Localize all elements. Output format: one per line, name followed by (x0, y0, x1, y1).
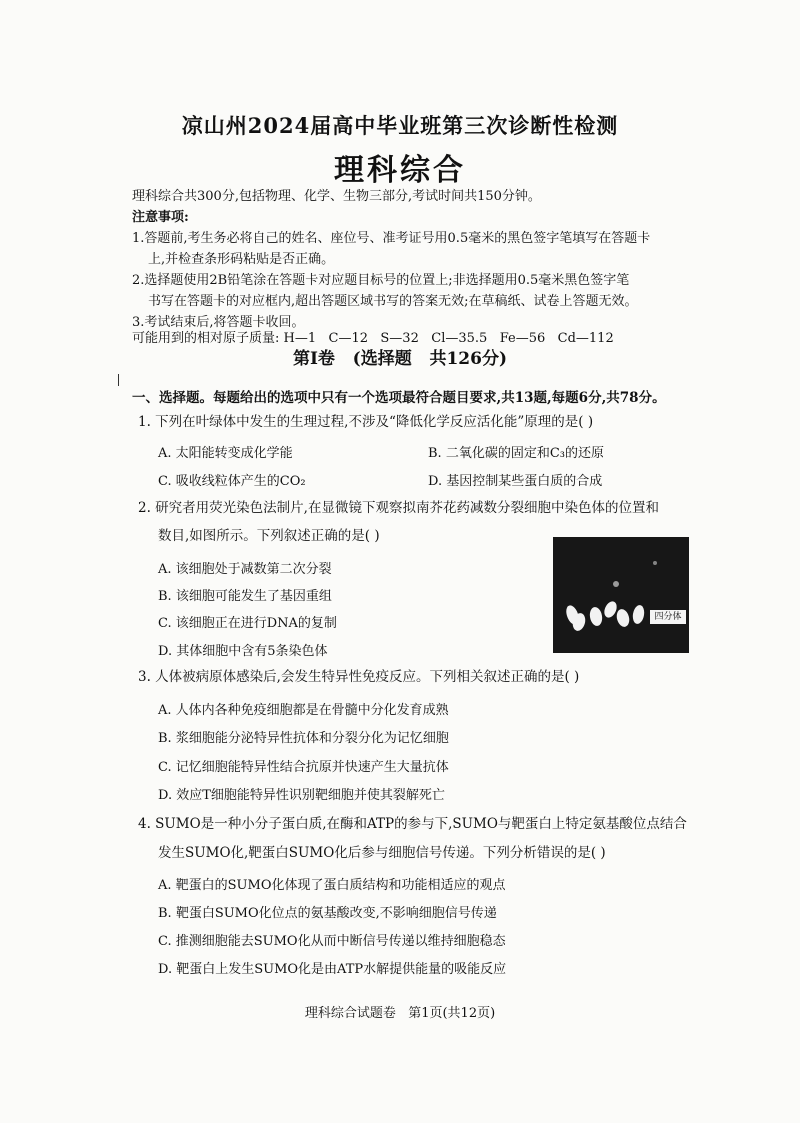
notes-heading: 注意事项: (132, 210, 189, 225)
note-item-1-cont: 上,并检查条形码粘贴是否正确。 (148, 252, 335, 267)
question-2-stem: 2. 研究者用荧光染色法制片,在显微镜下观察拟南芥花药减数分裂细胞中染色体的位置和 (138, 500, 659, 516)
question-1-option-b: B. 二氧化碳的固定和C₃的还原 (428, 446, 604, 461)
question-2-stem-cont: 数目,如图所示。下列叙述正确的是( ) (158, 528, 380, 544)
question-1-stem: 1. 下列在叶绿体中发生的生理过程,不涉及“降低化学反应活化能”原理的是( ) (138, 414, 594, 430)
section-title: 第Ⅰ卷 (选择题 共126分) (292, 349, 508, 369)
question-3-option-b: B. 浆细胞能分泌特异性抗体和分裂分化为记忆细胞 (158, 731, 449, 746)
chromosome-blob (615, 608, 631, 628)
atomic-mass-line: 可能用到的相对原子质量: H—1 C—12 S—32 Cl—35.5 Fe—56 Cd—112 (132, 331, 614, 346)
speck (613, 581, 619, 587)
question-4-option-c: C. 推测细胞能去SUMO化从而中断信号传递以维持细胞稳态 (158, 934, 506, 949)
question-4-stem-cont: 发生SUMO化,靶蛋白SUMO化后参与细胞信号传递。下列分析错误的是( ) (158, 845, 606, 861)
note-item-3: 3.考试结束后,将答题卡收回。 (132, 315, 305, 330)
exam-subject: 理科综合 (334, 153, 466, 188)
question-3-option-a: A. 人体内各种免疫细胞都是在骨髓中分化发育成熟 (158, 703, 449, 718)
question-4-stem: 4. SUMO是一种小分子蛋白质,在酶和ATP的参与下,SUMO与靶蛋白上特定氨基酸位点结合 (138, 816, 687, 832)
question-4-option-a: A. 靶蛋白的SUMO化体现了蛋白质结构和功能相适应的观点 (158, 878, 506, 893)
question-4-option-d: D. 靶蛋白上发生SUMO化是由ATP水解提供能量的吸能反应 (158, 962, 507, 977)
question-4-option-b: B. 靶蛋白SUMO化位点的氨基酸改变,不影响细胞信号传递 (158, 906, 497, 921)
micrograph-label: 四分体 (650, 610, 686, 624)
part-instruction: 一、选择题。每题给出的选项中只有一个选项最符合题目要求,共13题,每题6分,共78分。 (132, 390, 666, 406)
question-2-option-b: B. 该细胞可能发生了基因重组 (158, 589, 332, 604)
speck (653, 561, 657, 565)
chromosome-blob (631, 604, 645, 625)
micrograph-image (553, 537, 689, 653)
note-item-2-cont: 书写在答题卡的对应框内,超出答题区域书写的答案无效;在草稿纸、试卷上答题无效。 (148, 294, 638, 309)
note-item-1: 1.答题前,考生务必将自己的姓名、座位号、准考证号用0.5毫米的黑色签字笔填写在答题卡 (132, 231, 651, 246)
question-3-stem: 3. 人体被病原体感染后,会发生特异性免疫反应。下列相关叙述正确的是( ) (138, 669, 580, 685)
exam-intro: 理科综合共300分,包括物理、化学、生物三部分,考试时间共150分钟。 (132, 189, 541, 204)
question-3-option-c: C. 记忆细胞能特异性结合抗原并快速产生大量抗体 (158, 760, 449, 775)
exam-title: 凉山州2024届高中毕业班第三次诊断性检测 (181, 113, 619, 138)
question-1-option-a: A. 太阳能转变成化学能 (158, 446, 293, 461)
note-item-2: 2.选择题使用2B铅笔涂在答题卡对应题目标号的位置上;非选择题用0.5毫米黑色签字笔 (132, 273, 630, 288)
question-1-option-c: C. 吸收线粒体产生的CO₂ (158, 474, 306, 489)
question-3-option-d: D. 效应T细胞能特异性识别靶细胞并使其裂解死亡 (158, 788, 445, 803)
question-2-option-d: D. 其体细胞中含有5条染色体 (158, 644, 328, 659)
question-2-option-c: C. 该细胞正在进行DNA的复制 (158, 616, 337, 631)
chromosome-blob (588, 606, 603, 627)
question-1-option-d: D. 基因控制某些蛋白质的合成 (428, 474, 603, 489)
question-2-option-a: A. 该细胞处于减数第二次分裂 (158, 562, 332, 577)
page-footer: 理科综合试题卷 第1页(共12页) (304, 1006, 496, 1021)
margin-mark (118, 374, 119, 386)
